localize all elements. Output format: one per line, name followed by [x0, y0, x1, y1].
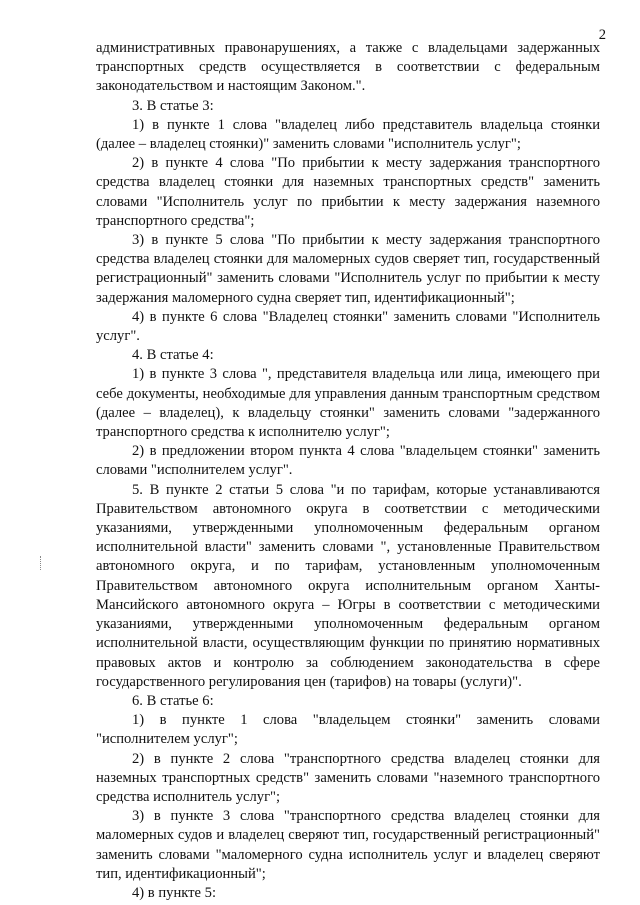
paragraph: 2) в пункте 2 слова "транспортного средства владелец стоянки для наземных транспортных средств" заменить словами "наземного транспортного средства исполнитель услуг";	[96, 750, 600, 805]
page-number: 2	[598, 27, 606, 43]
paragraph: 4) в пункте 5:	[132, 884, 217, 901]
paragraph: 2) в предложении втором пункта 4 слова "владельцем стоянки" заменить словами "исполнителем услуг".	[96, 443, 600, 479]
article-heading: 3. В статье 3:	[132, 97, 214, 114]
paragraph: 4) в пункте 6 слова "Владелец стоянки" заменить словами "Исполнитель услуг".	[96, 308, 600, 345]
paragraph: 3) в пункте 3 слова "транспортного средства владелец стоянки для маломерных судов и владелец сверяют тип, государственный регистрационный" заменить словами "маломерного судна исполнитель услуг и владелец сверяют тип, идентификационный";	[96, 808, 600, 882]
document-body	[96, 39, 600, 903]
article-heading: 6. В статье 6:	[132, 692, 214, 709]
paragraph: административных правонарушениях, а также с владельцами задержанных транспортных средств осуществляется в соответствии с федеральным законодательством и настоящим Законом.".	[96, 40, 600, 95]
paragraph: 3) в пункте 5 слова "По прибытии к месту задержания транспортного средства владелец стоянки для маломерных судов сверяет тип, государственный регистрационный" заменить словами "Исполнитель услуг по прибытии к месту задержания маломерного судна сверяет тип, идентификационный";	[96, 232, 600, 306]
paragraph: 2) в пункте 4 слова "По прибытии к месту задержания транспортного средства владелец стоянки для наземных транспортных средств" заменить словами "Исполнитель услуг по прибытии к месту задержания наземного транспортного средства";	[96, 155, 600, 229]
scan-mark	[40, 556, 44, 570]
paragraph: 1) в пункте 3 слова ", представителя владельца или лица, имеющего при себе документы, необходимые для управления данным транспортным средством (далее – владелец), к владельцу стоянки" заменить словами "задержанного транспортного средства к исполнителю услуг";	[96, 366, 600, 441]
paragraph: 1) в пункте 1 слова "владелец либо представитель владельца стоянки (далее – владелец стоянки)" заменить словами "исполнитель услуг";	[96, 116, 600, 153]
paragraph: 1) в пункте 1 слова "владельцем стоянки" заменить словами "исполнителем услуг";	[96, 712, 600, 748]
article-heading: 4. В статье 4:	[132, 347, 214, 364]
paragraph: 5. В пункте 2 статьи 5 слова "и по тарифам, которые устанавливаются Правительством автономного округа в соответствии с методическими указаниями, утвержденными уполномоченным федеральным органом исполнительной власти" заменить словами ", установленные Правительством автономного округа, и по тарифам, установленным уполномоченным Правительством автономного округа исполнительным органом Ханты-Мансийского автономного округа – Югры в соответствии с методическими указаниями, утвержденными уполномоченным федеральным органом исполнительной власти, осуществляющим функции по принятию нормативных правовых актов и контролю за соблюдением законодательства в сфере государственного регулирования цен (тарифов) на товары (услуги)".	[96, 481, 600, 690]
